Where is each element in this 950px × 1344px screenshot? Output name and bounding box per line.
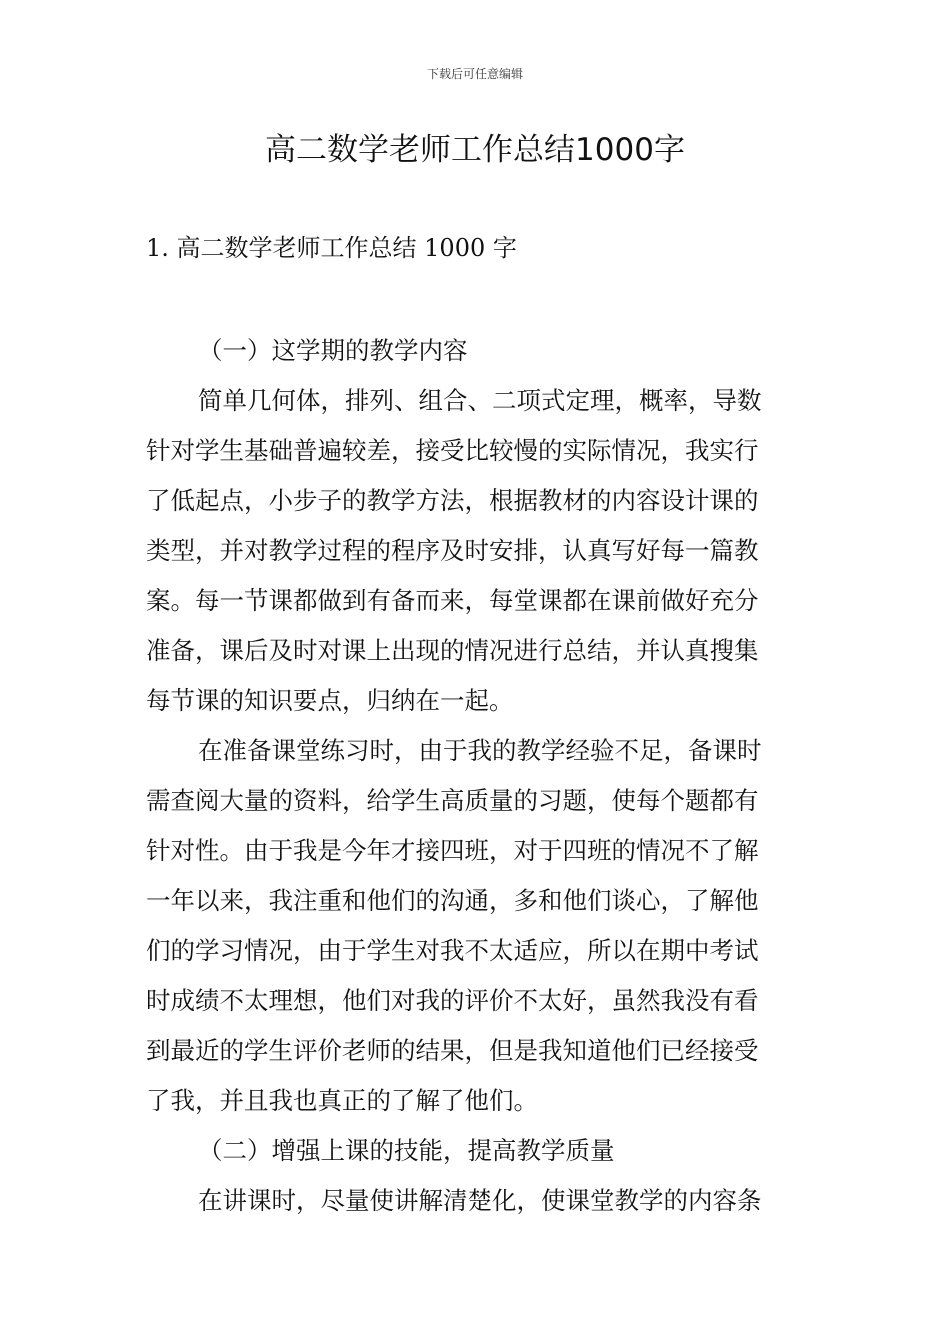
document-title: 高二数学老师工作总结1000字 [265, 132, 685, 168]
text-line: 案。每一节课都做到有备而来，每堂课都在课前做好充分 [146, 586, 759, 615]
text-line: 每节课的知识要点，归纳在一起。 [146, 686, 514, 715]
text-line: 在讲课时，尽量使讲解清楚化，使课堂教学的内容条 [198, 1186, 762, 1215]
section-heading: 1. 高二数学老师工作总结 1000 字 [146, 234, 517, 262]
text-line: 简单几何体，排列、组合、二项式定理，概率，导数 [198, 386, 762, 415]
header-note: 下载后可任意编辑 [426, 67, 523, 81]
text-line: 了低起点，小步子的教学方法，根据教材的内容设计课的 [146, 486, 759, 515]
text-line: 针对性。由于我是今年才接四班，对于四班的情况不了解 [146, 836, 759, 865]
text-line: 针对学生基础普遍较差，接受比较慢的实际情况，我实行 [146, 436, 759, 465]
text-line: 在准备课堂练习时，由于我的教学经验不足，备课时 [198, 736, 762, 765]
text-line: 时成绩不太理想，他们对我的评价不太好，虽然我没有看 [146, 986, 759, 1015]
text-line: 需查阅大量的资料，给学生高质量的习题，使每个题都有 [146, 786, 759, 815]
text-line: 了我，并且我也真正的了解了他们。 [146, 1086, 538, 1115]
body-text [146, 326, 818, 1226]
text-line: 类型，并对教学过程的程序及时安排，认真写好每一篇教 [146, 536, 759, 565]
text-line: （二）增强上课的技能，提高教学质量 [198, 1136, 615, 1165]
text-line: 准备，课后及时对课上出现的情况进行总结，并认真搜集 [146, 636, 759, 665]
text-line: 们的学习情况，由于学生对我不太适应，所以在期中考试 [146, 936, 759, 965]
text-line: 一年以来，我注重和他们的沟通，多和他们谈心，了解他 [146, 886, 759, 915]
text-line: （一）这学期的教学内容 [198, 336, 468, 365]
text-line: 到最近的学生评价老师的结果，但是我知道他们已经接受 [146, 1036, 759, 1065]
